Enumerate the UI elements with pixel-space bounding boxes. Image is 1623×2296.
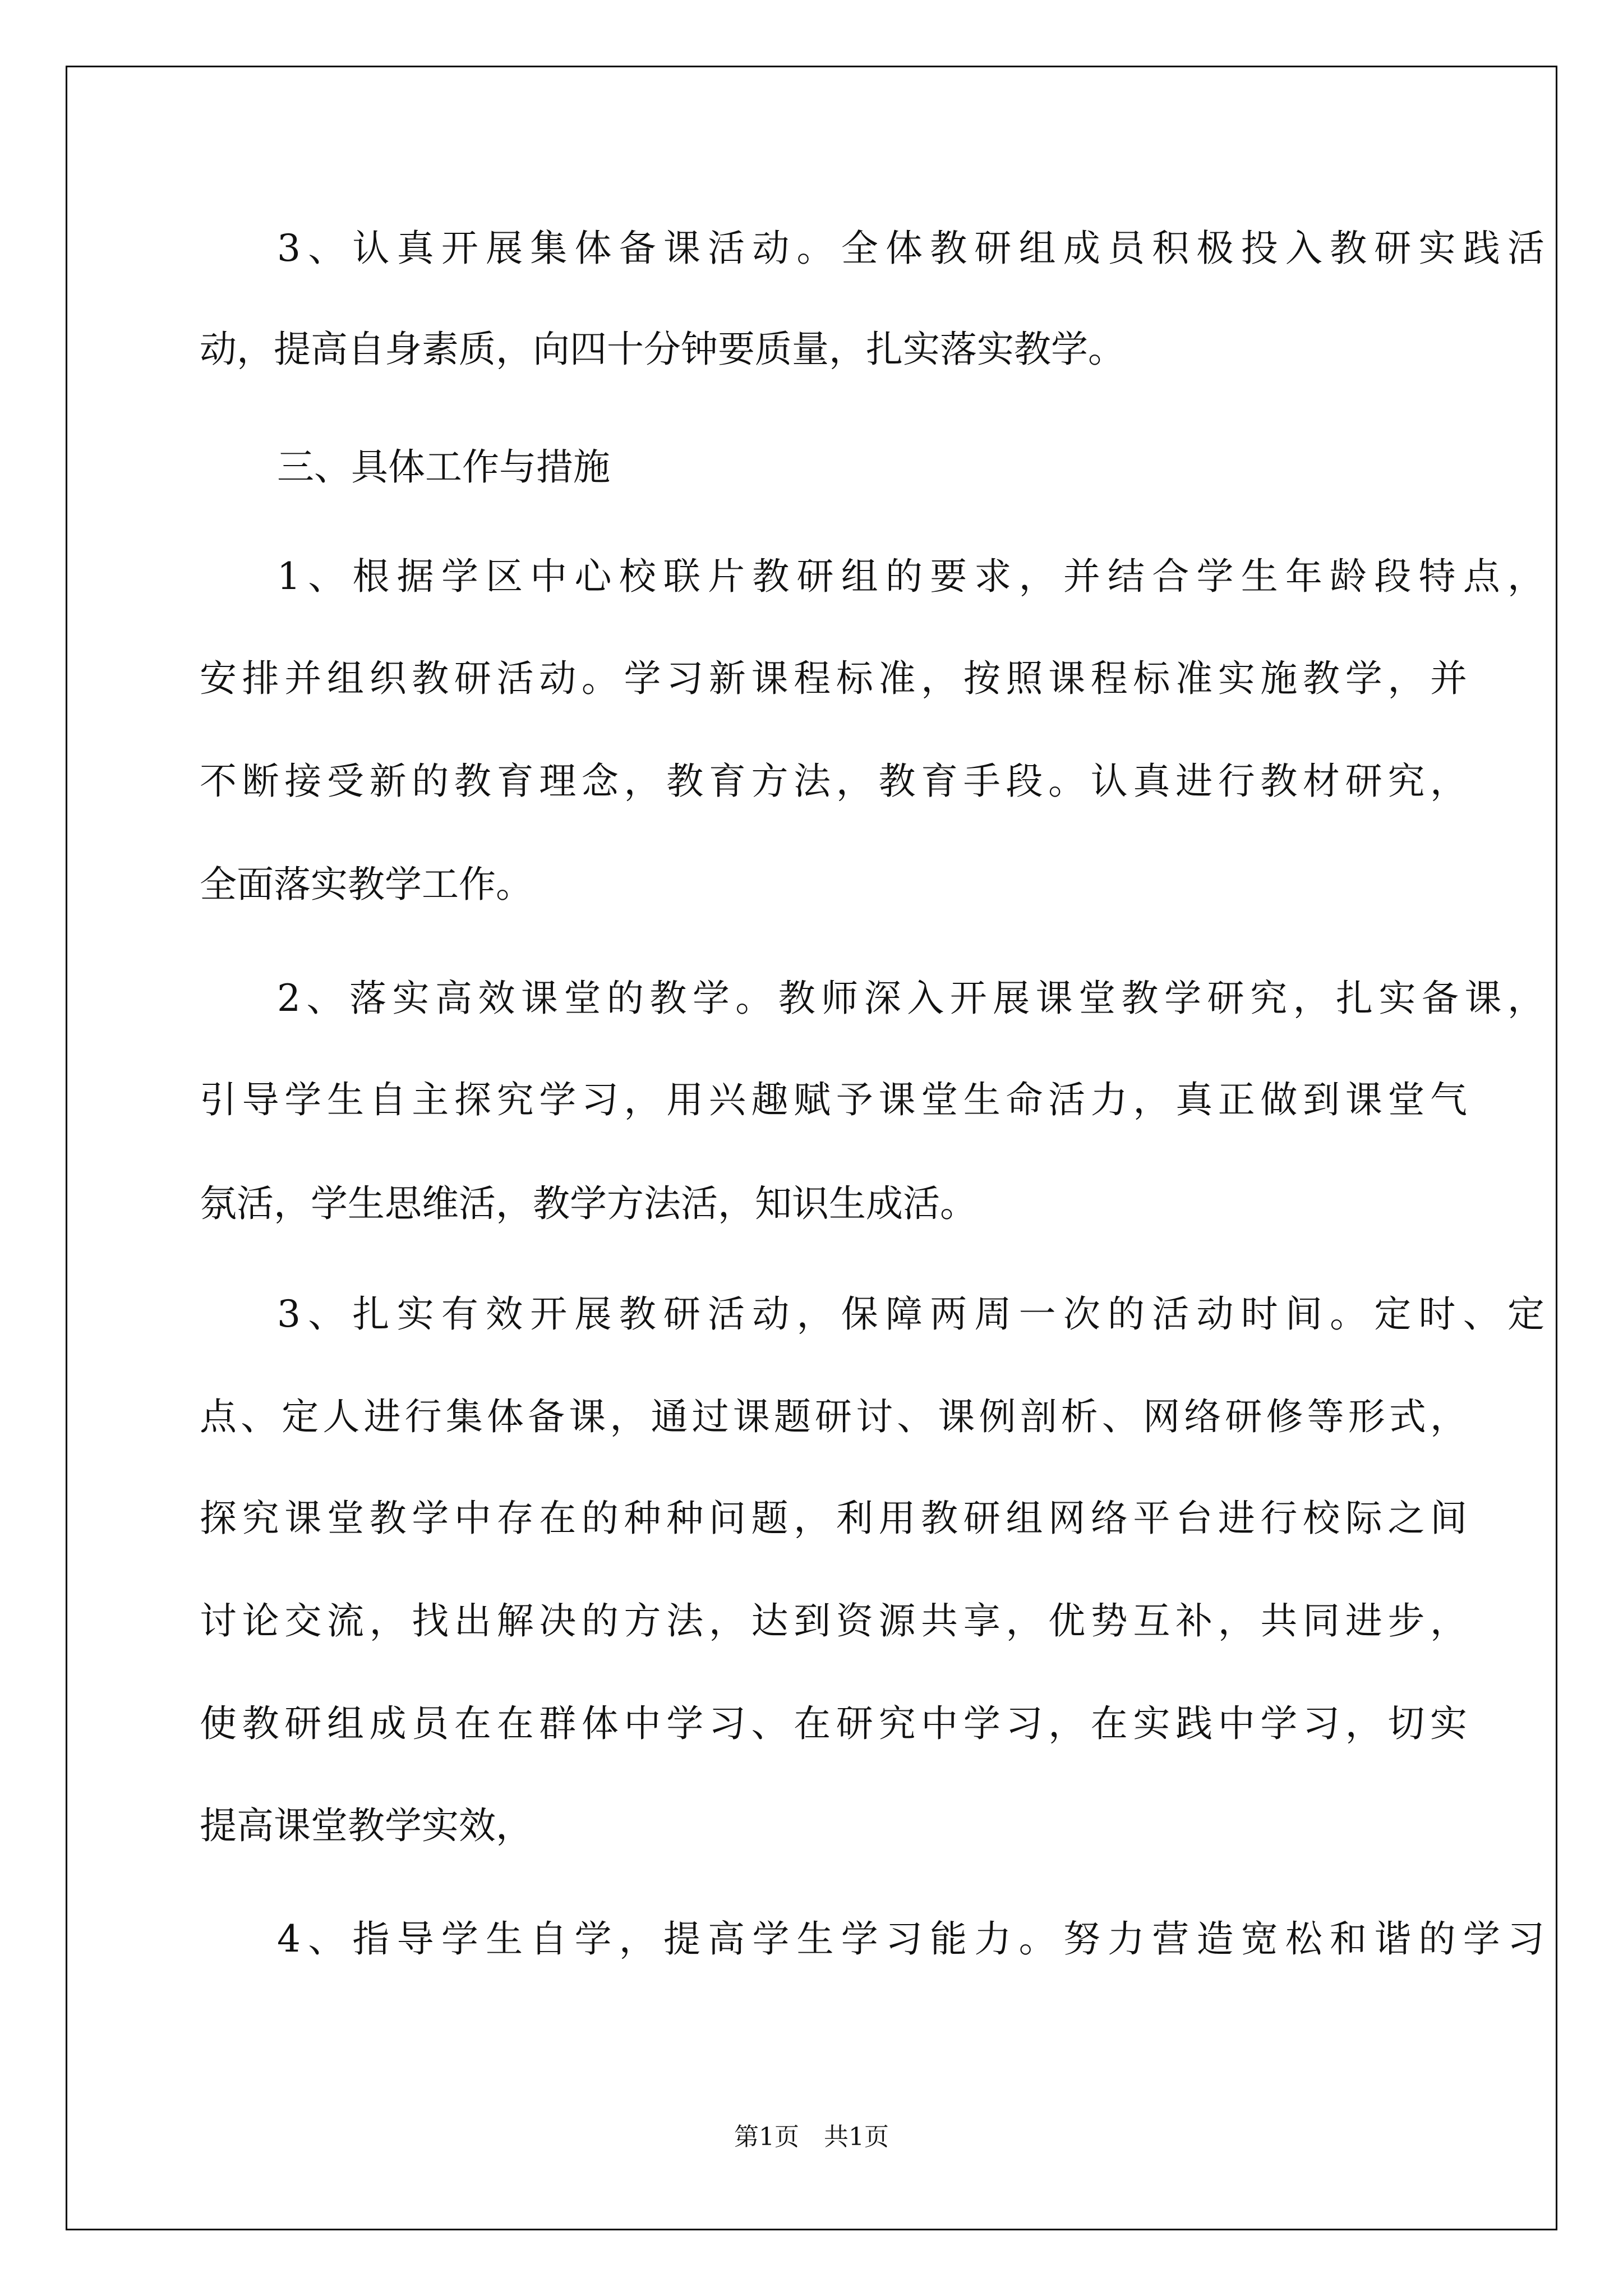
text-line: 讨论交流，找出解决的方法，达到资源共享，优势互补，共同进步，: [200, 1599, 1467, 1642]
text-line: 提高课堂教学实效，: [200, 1804, 533, 1847]
text-line: 安排并组织教研活动。学习新课程标准，按照课程标准实施教学，并: [200, 657, 1467, 700]
text-line: 点、定人进行集体备课，通过课题研讨、课例剖析、网络研修等形式，: [200, 1395, 1467, 1438]
text-line: 4、指导学生自学，提高学生学习能力。努力营造宽松和谐的学习: [277, 1917, 1544, 1961]
section-heading: 三、具体工作与措施: [277, 445, 610, 489]
page-number-footer: 第1页 共1页: [734, 2123, 889, 2151]
text-line: 3、认真开展集体备课活动。全体教研组成员积极投入教研实践活: [277, 227, 1544, 270]
text-line: 1、根据学区中心校联片教研组的要求，并结合学生年龄段特点，: [277, 555, 1544, 598]
text-line: 不断接受新的教育理念，教育方法，教育手段。认真进行教材研究，: [200, 760, 1467, 803]
text-line: 探究课堂教学中存在的种种问题，利用教研组网络平台进行校际之间: [200, 1497, 1467, 1540]
text-line: 氛活，学生思维活，教学方法活，知识生成活。: [200, 1182, 977, 1225]
page-border: [66, 66, 1557, 2230]
text-line: 引导学生自主探究学习，用兴趣赋予课堂生命活力，真正做到课堂气: [200, 1078, 1467, 1121]
text-line: 3、扎实有效开展教研活动，保障两周一次的活动时间。定时、定: [277, 1292, 1544, 1336]
text-line: 动，提高自身素质，向四十分钟要质量，扎实落实教学。: [200, 328, 1125, 371]
text-line: 全面落实教学工作。: [200, 863, 533, 906]
text-line: 使教研组成员在在群体中学习、在研究中学习，在实践中学习，切实: [200, 1702, 1467, 1745]
text-line: 2、落实高效课堂的教学。教师深入开展课堂教学研究，扎实备课，: [277, 977, 1544, 1020]
